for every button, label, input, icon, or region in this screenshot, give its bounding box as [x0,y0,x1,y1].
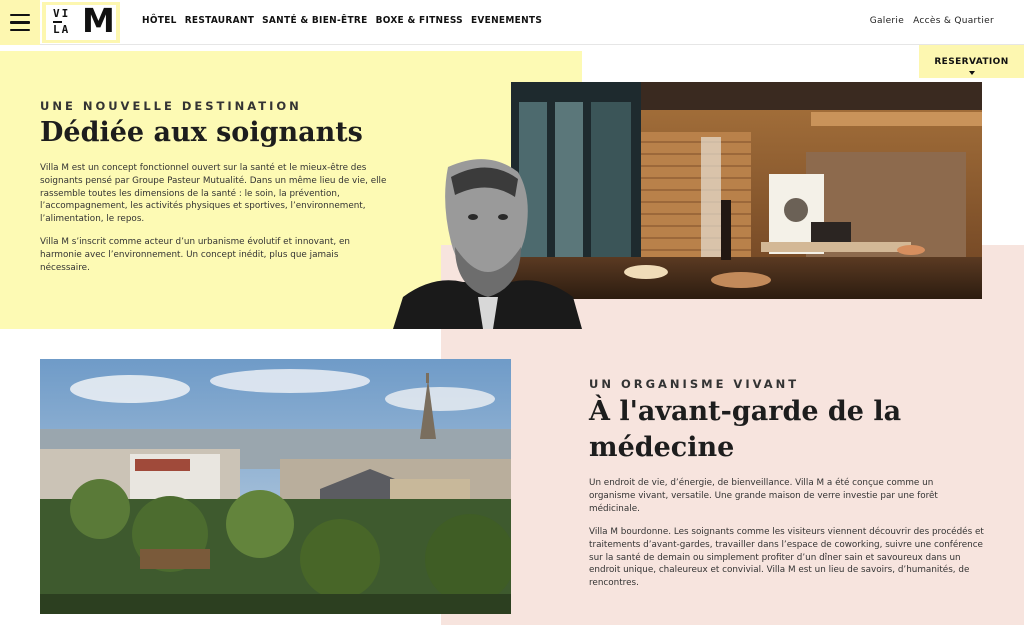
section2-title-line-1: À l'avant-garde de la [589,396,902,427]
logo-vi: VI [53,7,71,20]
logo-la: LA [53,23,71,36]
paris-rooftop-photo [40,359,511,614]
nav-restaurant[interactable]: RESTAURANT [184,15,255,26]
nav-hotel[interactable]: HÔTEL [142,15,177,26]
secondary-nav [870,16,994,26]
main-nav [142,15,542,26]
logo-m: M [82,1,115,40]
section2-paragraph-1: Un endroit de vie, d’énergie, de bienveillance. Villa M a été conçue comme un organisme vivant, versatile. Une grande maison de verre investie par une forêt médicinale. [589,478,938,514]
nav-boxe[interactable]: BOXE & FITNESS [375,15,463,26]
section1-paragraph-1: Villa M est un concept fonctionnel ouvert sur la santé et le mieux-être des soignants pensé par Groupe Pasteur Mutualité. Dans un même lieu de vie, elle rassemble toutes les dimensions de la santé : le soin, la prévention, l’accompagnement, les activités physiques et sportives, l’environnement, l’alimentation, le repos. [40,163,387,224]
section2-kicker: UN ORGANISME VIVANT [589,377,800,391]
section2-paragraph-2: Villa M bourdonne. Les soignants comme les visiteurs viennent découvrir des procédés et traitements d’avant-gardes, travailler dans l’espace de coworking, suivre une conférence sur la santé de demain ou simplement profiter d’un dîner sain et savoureux dans un endroit unique, chaleureux et convivial. Villa M est un lieu de savoirs, d’humanités, de rencontres. [589,527,984,588]
villa-m-logo[interactable] [42,2,120,43]
nav-sante[interactable]: SANTÉ & BIEN-ÊTRE [262,15,368,26]
nav-acces[interactable]: Accès & Quartier [913,16,994,26]
nav-evenements[interactable]: EVENEMENTS [470,15,543,26]
caret-down-icon [969,71,975,75]
nav-galerie[interactable]: Galerie [869,16,905,26]
portrait-photo [393,157,582,329]
section1-paragraph-2: Villa M s’inscrit comme acteur d’un urbanisme évolutif et innovant, en harmonie avec l’environnement. Un concept inédit, plus que jamais nécessaire. [40,237,351,273]
reservation-button[interactable] [919,45,1024,78]
section1-kicker: UNE NOUVELLE DESTINATION [40,99,302,113]
menu-icon[interactable] [0,0,40,45]
site-header [0,0,1024,45]
section2-title-line-2: médecine [589,432,735,463]
reservation-label: RESERVATION [934,56,1009,67]
section1-title: Dédiée aux soignants [40,117,363,148]
